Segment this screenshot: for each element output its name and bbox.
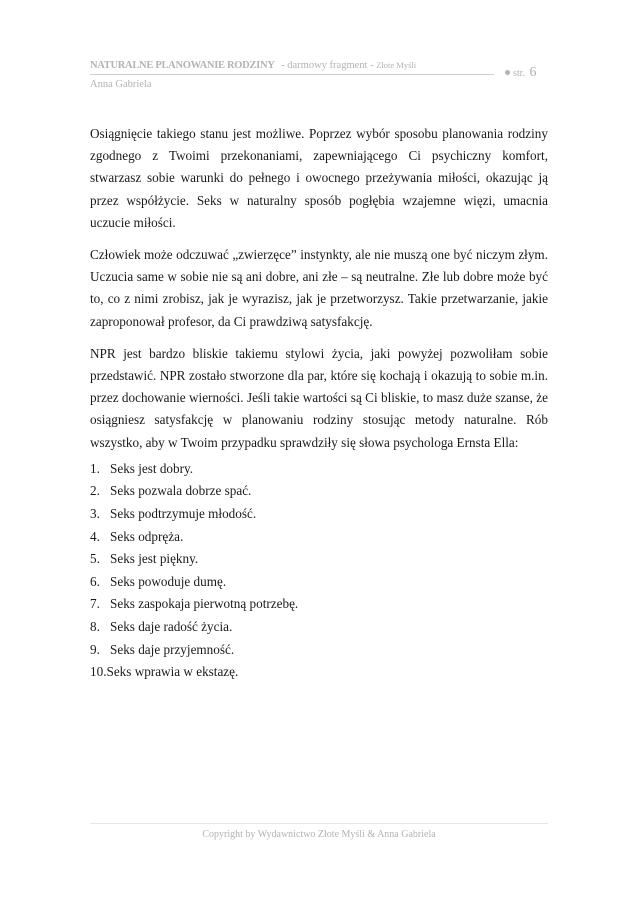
- list-text: Seks odpręża.: [110, 528, 184, 544]
- list-text: Seks zaspokaja pierwotną potrzebę.: [110, 596, 299, 612]
- list-text: Seks powoduje dumę.: [110, 573, 227, 589]
- list-text: Seks jest piękny.: [110, 551, 199, 567]
- page-number: 6: [529, 65, 537, 80]
- numbered-list: [90, 458, 548, 684]
- page-number-block: [505, 66, 536, 81]
- list-item: [90, 458, 548, 481]
- list-item: [90, 503, 548, 526]
- footer-copyright: Copyright by Wydawnictwo Złote Myśli & Anna Gabriela: [202, 829, 436, 840]
- header-rule: [90, 74, 494, 75]
- list-number: 2.: [90, 483, 100, 499]
- header-fragment-label: - darmowy fragment -: [281, 60, 374, 71]
- header-publisher: Złote Myśli: [376, 60, 417, 70]
- list-item: [90, 616, 548, 639]
- list-number: 4.: [90, 528, 100, 544]
- list-number: 10.: [90, 664, 107, 680]
- paragraph: NPR jest bardzo bliskie takiemu stylowi życia, jaki powyżej pozwoliłam sobie przedstawić. NPR zostało stworzone dla par, które się kochają i okazują to sobie m.in. przez dochowanie wierności. Jeśli takie wartości są Ci bliskie, to masz duże szanse, że osiągniesz satysfakcję w planowaniu rodziny stosując metody naturalne. Rób wszystko, aby w Twoim przypadku sprawdziły się słowa psychologa Ernsta Ella:: [90, 345, 548, 450]
- list-item: [90, 526, 548, 549]
- body-text: [90, 123, 548, 684]
- list-text: Seks jest dobry.: [110, 460, 194, 476]
- bullet-icon: [505, 70, 510, 75]
- list-text: Seks podtrzymuje młodość.: [110, 506, 257, 522]
- list-number: 7.: [90, 596, 100, 612]
- list-item: [90, 661, 548, 684]
- list-item: [90, 593, 548, 616]
- list-text: Seks daje radość życia.: [110, 619, 233, 634]
- list-number: 3.: [90, 506, 100, 522]
- list-number: 9.: [90, 641, 100, 657]
- list-number: 8.: [90, 619, 100, 634]
- page-label: str.: [513, 68, 525, 79]
- paragraph: Osiągnięcie takiego stanu jest możliwe. Poprzez wybór sposobu planowania rodziny zgodnego z Twoimi przekonaniami, zapewniającego Ci psychiczny komfort, stwarzasz sobie warunki do pełnego i owocnego przeżywania miłości, okazując ją przez współżycie. Seks w naturalny sposób pogłębia wzajemne więzi, umacnia uczucie miłości.: [90, 126, 548, 230]
- list-number: 5.: [90, 551, 100, 567]
- list-number: 1.: [90, 460, 100, 476]
- header-author: Anna Gabriela: [90, 79, 152, 90]
- list-text: Seks pozwala dobrze spać.: [110, 483, 252, 499]
- list-text: Seks daje przyjemność.: [110, 641, 235, 657]
- list-item: [90, 548, 548, 571]
- footer-rule: [90, 823, 548, 824]
- list-item: [90, 571, 548, 594]
- list-item: [90, 639, 548, 662]
- header-title-row: [90, 58, 550, 73]
- list-text: Seks wprawia w ekstazę.: [106, 664, 239, 680]
- list-item: [90, 480, 548, 503]
- paragraph: Człowiek może odczuwać „zwierzęce” instynkty, ale nie muszą one być niczym złym. Uczucia same w sobie nie są ani dobre, ani złe – są neutralne. Złe lub dobre może być to, co z nimi zrobisz, jak je wyrazisz, jak je przetworzysz. Takie przetwarzanie, jakie zaproponował profesor, da Ci prawdziwą satysfakcję.: [90, 247, 548, 329]
- list-number: 6.: [90, 573, 100, 589]
- header-book-title: NATURALNE PLANOWANIE RODZINY: [90, 60, 275, 71]
